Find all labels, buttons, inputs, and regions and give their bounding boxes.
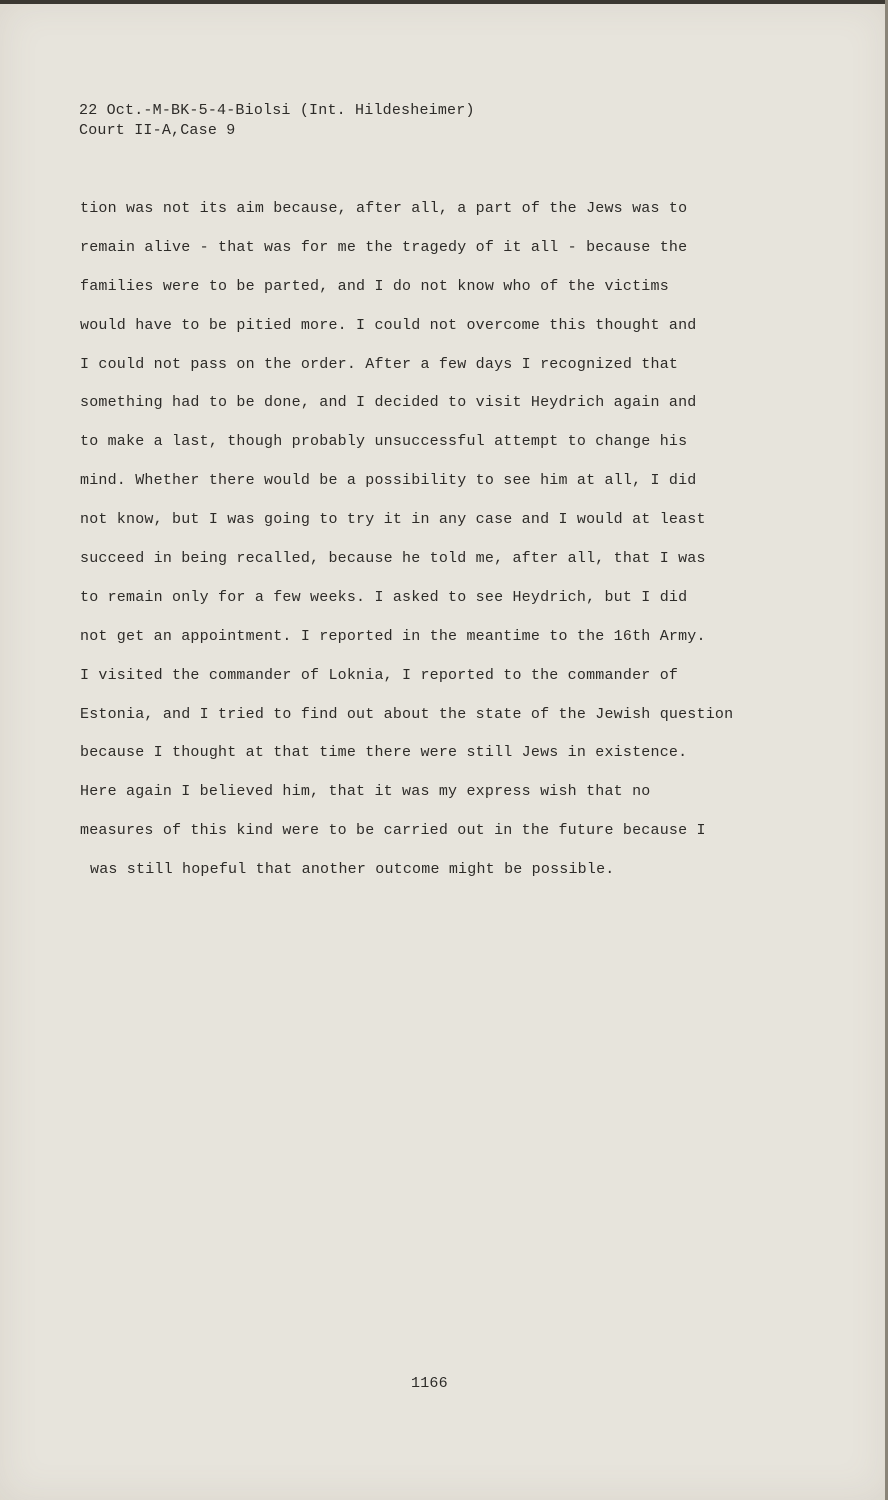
body-line: families were to be parted, and I do not know who of the victims	[80, 277, 669, 295]
body-line: I visited the commander of Loknia, I reported to the commander of	[80, 666, 679, 684]
body-line: mind. Whether there would be a possibility to see him at all, I did	[80, 472, 697, 490]
body-line: would have to be pitied more. I could not overcome this thought and	[80, 316, 697, 334]
body-line: I could not pass on the order. After a few days I recognized that	[80, 355, 679, 373]
page-top-edge	[0, 0, 888, 4]
body-line: because I thought at that time there were still Jews in existence.	[80, 744, 688, 762]
body-line: remain alive - that was for me the tragedy of it all - because the	[80, 238, 688, 256]
body-line: to remain only for a few weeks. I asked to see Heydrich, but I did	[80, 588, 688, 606]
body-line: succeed in being recalled, because he told me, after all, that I was	[80, 550, 706, 568]
body-text	[80, 198, 733, 898]
header-line-2: Court II-A,Case 9	[79, 122, 236, 139]
body-line: was still hopeful that another outcome might be possible.	[90, 861, 615, 879]
body-line: not know, but I was going to try it in any case and I would at least	[80, 511, 706, 529]
body-line: not get an appointment. I reported in the meantime to the 16th Army.	[80, 627, 706, 645]
body-line: to make a last, though probably unsuccessful attempt to change his	[80, 433, 688, 451]
body-line: measures of this kind were to be carried out in the future because I	[80, 822, 706, 840]
header-line-1: 22 Oct.-M-BK-5-4-Biolsi (Int. Hildesheimer)	[79, 102, 475, 119]
page-number: 1166	[411, 1375, 448, 1392]
body-line: something had to be done, and I decided to visit Heydrich again and	[80, 394, 697, 412]
body-line: tion was not its aim because, after all, a part of the Jews was to	[80, 200, 688, 217]
body-line: Estonia, and I tried to find out about the state of the Jewish question	[80, 705, 734, 723]
body-line: Here again I believed him, that it was my express wish that no	[80, 783, 651, 801]
